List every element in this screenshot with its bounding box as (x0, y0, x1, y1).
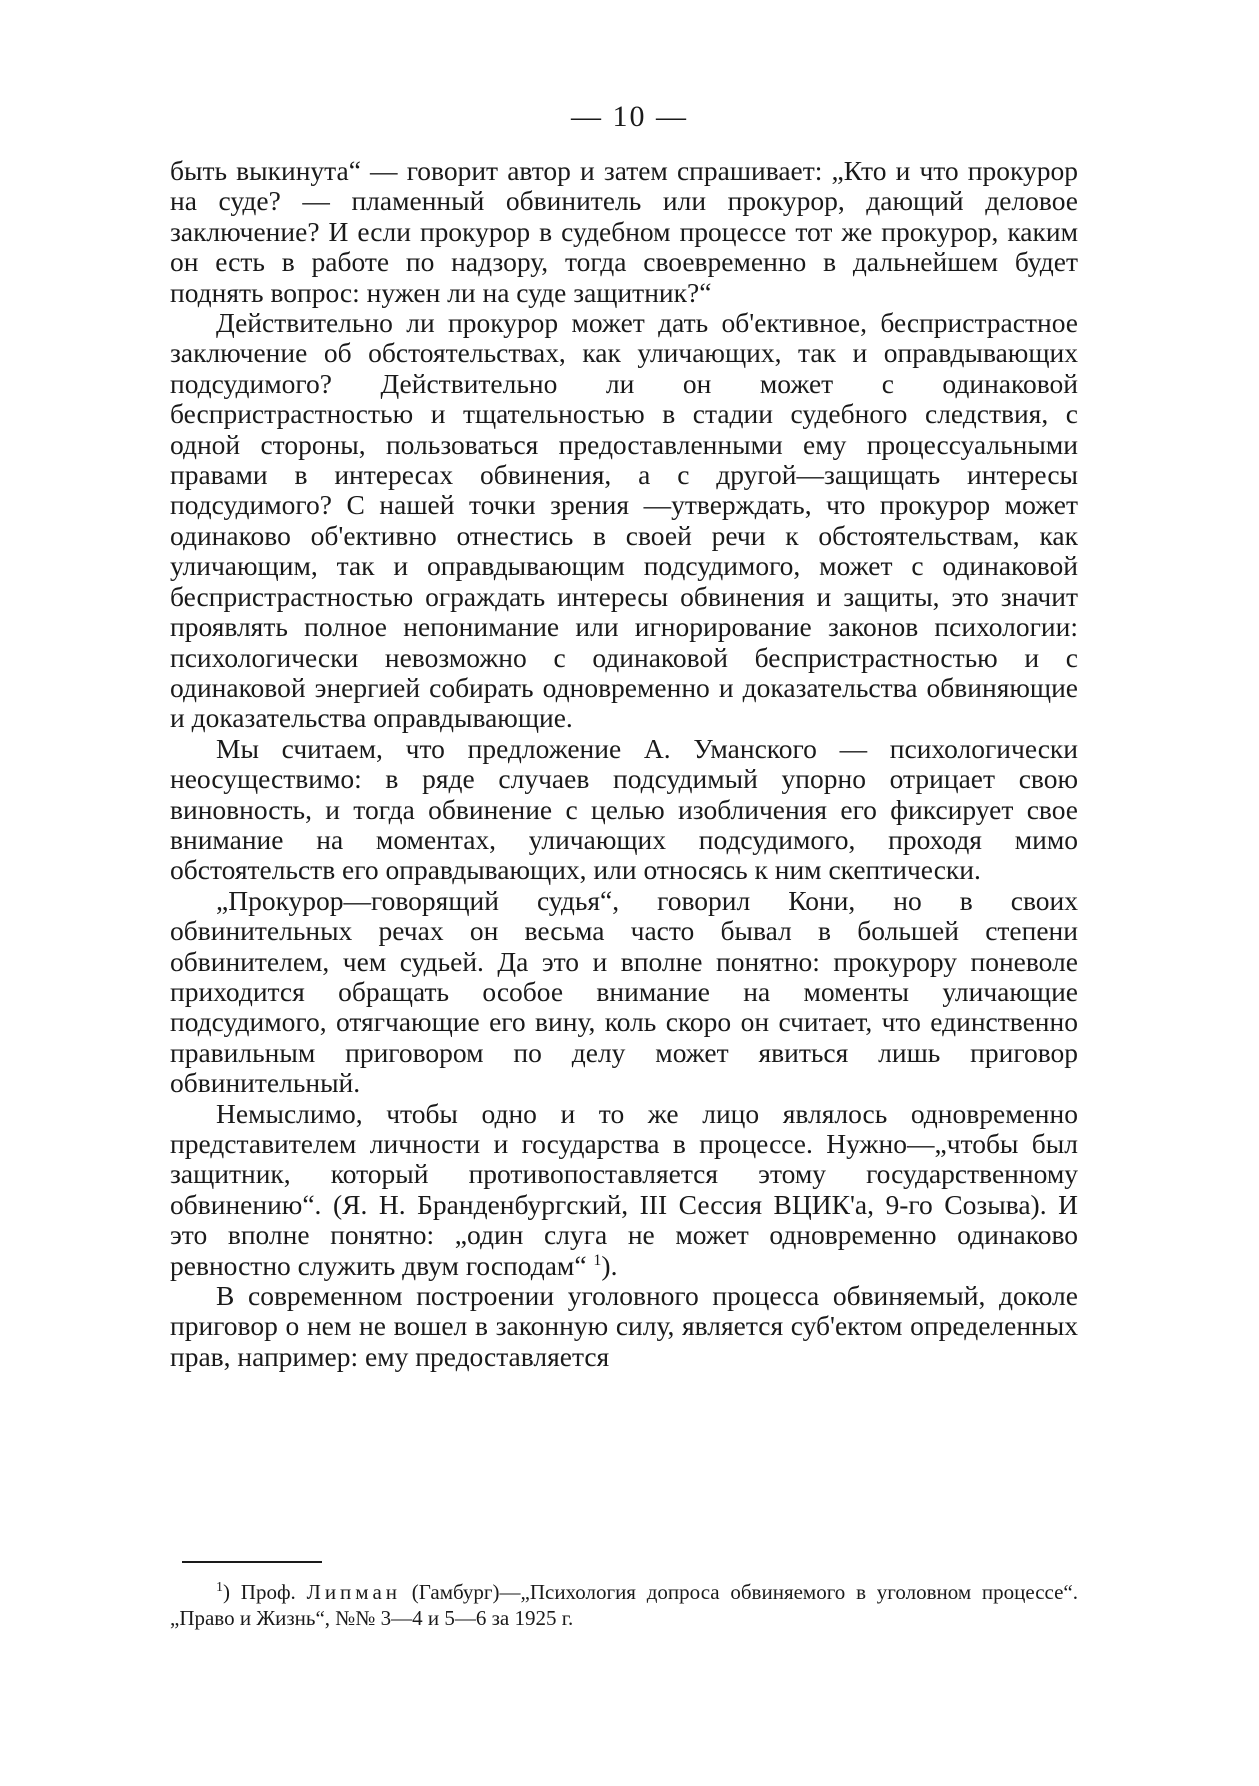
main-text (170, 156, 1078, 1372)
paragraph-5-tail: ). (601, 1249, 618, 1281)
footnote-divider (182, 1561, 322, 1563)
paragraph-5 (170, 1099, 1078, 1281)
paragraph-3: Мы считаем, что предложение А. Уманского — психологически неосуществимо: в ряде случаев подсудимый упорно отрицает свою виновность, и тогда обвинение с целью изобличения его фиксирует свое внимание на моментах, уличающих подсудимого, проходя мимо обстоятельств его оправдывающих, или относясь к ним скептически. (170, 732, 1078, 886)
footnote-author: Липман (306, 1580, 402, 1604)
footnote-prefix: ) Проф. (223, 1580, 296, 1604)
paragraph-5-text: Немыслимо, чтобы одно и то же лицо являлось одновременно представителем личности и государства в процессе. Нужно—„чтобы был защитник, который противопоставляется этому государственному обвинению“. (Я. Н. Бранденбургский, III Сессия ВЦИК'а, 9-го Созыва). И это вполне понятно: „один слуга не может одновременно одинаково ревностно служить двум господам“ (170, 1097, 1078, 1281)
footnote-mark: 1 (216, 1580, 223, 1595)
page-number: — 10 — (571, 100, 688, 133)
paragraph-2: Действительно ли прокурор может дать об'ективное, беспристрастное заключение об обстоятельствах, как уличающих, так и оправдывающих подсудимого? Действительно ли он может с одинаковой беспристрастностью и тщательностью в стадии судебного следствия, с одной стороны, пользоваться предоставленными ему процессуальными правами в интересах обвинения, а с другой—защищать интересы подсудимого? С нашей точки зрения —утверждать, что прокурор может одинаково об'ективно отнестись в своей речи к обстоятельствам, как уличающим, так и оправдывающим подсудимого, может с одинаковой беспристрастностью ограждать интересы обвинения и защиты, это значит проявлять полное непонимание или игнорирование законов психологии: психологически невозможно с одинаковой беспристрастностью и с одинаковой энергией собирать одновременно и доказательства обвиняющие и доказательства оправдывающие. (170, 307, 1078, 734)
footnote-reference: 1 (593, 1251, 602, 1269)
paragraph-1: быть выкинута“ — говорит автор и затем спрашивает: „Кто и что прокурор на суде? — пламенный обвинитель или прокурор, дающий деловое заключение? И если прокурор в судебном процессе тот же прокурор, каким он есть в работе по надзору, тогда своевременно в дальнейшем будет поднять вопрос: нужен ли на суде защитник?“ (170, 155, 1078, 308)
paragraph-6: В современном построении уголовного процесса обвиняемый, доколе приговор о нем не вошел в законную силу, является суб'ектом определенных прав, например: ему предоставляется (170, 1280, 1078, 1372)
footnote-body: (Гамбург)—„Психология допроса обвиняемого в уголовном процессе“. „Право и Жизнь“, №№ 3—4 и 5—6 за 1925 г. (170, 1580, 1079, 1630)
paragraph-4: „Прокурор—говорящий судья“, говорил Кони, но в своих обвинительных речах он весьма часто бывал в большей степени обвинителем, чем судьей. Да это и вполне понятно: прокурору поневоле приходится обращать особое внимание на моменты уличающие подсудимого, отягчающие его вину, коль скоро он считает, что единственно правильным приговором по делу может явиться лишь приговор обвинительный. (170, 884, 1078, 1099)
footnote (170, 1575, 1078, 1631)
